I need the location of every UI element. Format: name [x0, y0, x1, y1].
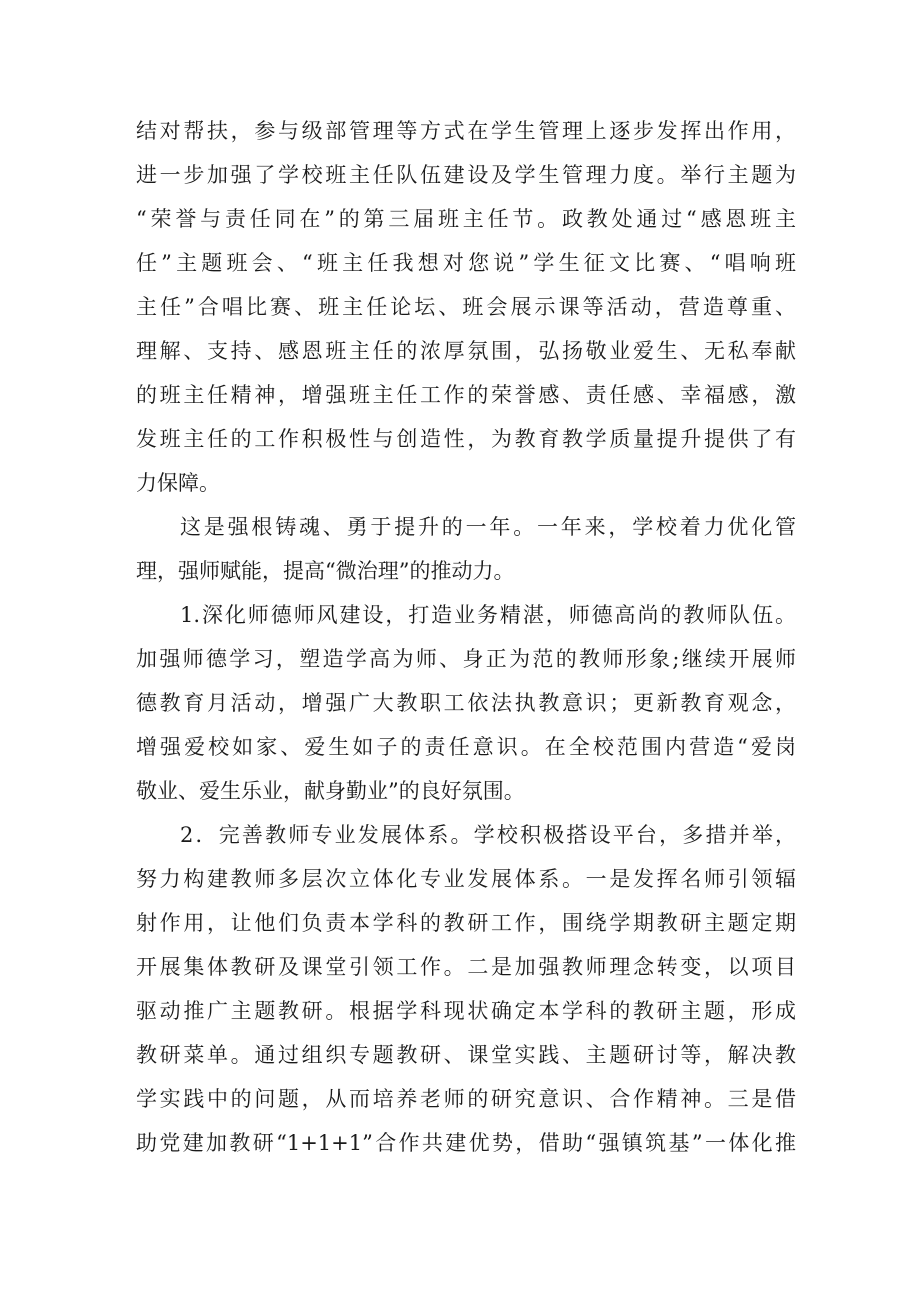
- text-line: 射作用，让他们负责本学科的教研工作，围绕学期教研主题定期: [136, 911, 796, 935]
- paragraph-head-teacher-festival: [136, 109, 796, 505]
- text-line: 敬业、爱生乐业，献身勤业”的良好氛围。: [136, 779, 525, 803]
- text-line: 加强师德学习，塑造学高为师、身正为范的教师形象;继续开展师: [136, 647, 796, 671]
- text-line: 发班主任的工作积极性与创造性，为教育教学质量提升提供了有: [136, 427, 796, 451]
- text-line: 进一步加强了学校班主任队伍建设及学生管理力度。举行主题为: [136, 163, 796, 187]
- paragraph-year-summary: [136, 505, 796, 593]
- text-line: 德教育月活动，增强广大教职工依法执教意识；更新教育观念，: [136, 691, 796, 715]
- text-line: 开展集体教研及课堂引领工作。二是加强教师理念转变，以项目: [136, 955, 796, 979]
- document-page: [136, 109, 796, 1165]
- text-line: 教研菜单。通过组织专题教研、课堂实践、主题研讨等，解决教: [136, 1043, 796, 1067]
- paragraph-item-1-teacher-ethics: [136, 593, 796, 813]
- text-line: 任”主题班会、“班主任我想对您说”学生征文比赛、“唱响班: [136, 251, 796, 275]
- text-line: 力保障。: [136, 471, 220, 495]
- paragraph-item-2-professional-development: [136, 813, 796, 1165]
- text-line: 增强爱校如家、爱生如子的责任意识。在全校范围内营造“爱岗: [136, 735, 796, 759]
- text-line: 理，强师赋能，提高“微治理”的推动力。: [136, 559, 515, 583]
- text-line: 理解、支持、感恩班主任的浓厚氛围，弘扬敬业爱生、无私奉献: [136, 339, 796, 363]
- text-line: 学实践中的问题，从而培养老师的研究意识、合作精神。三是借: [136, 1087, 796, 1111]
- text-line: 助党建加教研“1+1+1”合作共建优势，借助“强镇筑基”一体化推: [136, 1131, 796, 1155]
- text-line: 这是强根铸魂、勇于提升的一年。一年来，学校着力优化管: [180, 515, 796, 539]
- text-line: 主任”合唱比赛、班主任论坛、班会展示课等活动，营造尊重、: [136, 295, 796, 319]
- text-line: 结对帮扶，参与级部管理等方式在学生管理上逐步发挥出作用，: [136, 119, 796, 143]
- text-line: 的班主任精神，增强班主任工作的荣誉感、责任感、幸福感，激: [136, 383, 796, 407]
- text-line: 努力构建教师多层次立体化专业发展体系。一是发挥名师引领辐: [136, 867, 796, 891]
- text-line: 驱动推广主题教研。根据学科现状确定本学科的教研主题，形成: [136, 999, 796, 1023]
- text-line: 1.深化师德师风建设，打造业务精湛，师德高尚的教师队伍。: [180, 603, 796, 627]
- text-line: “荣誉与责任同在”的第三届班主任节。政教处通过“感恩班主: [136, 207, 796, 231]
- text-line: 2．完善教师专业发展体系。学校积极搭设平台，多措并举，: [180, 823, 796, 847]
